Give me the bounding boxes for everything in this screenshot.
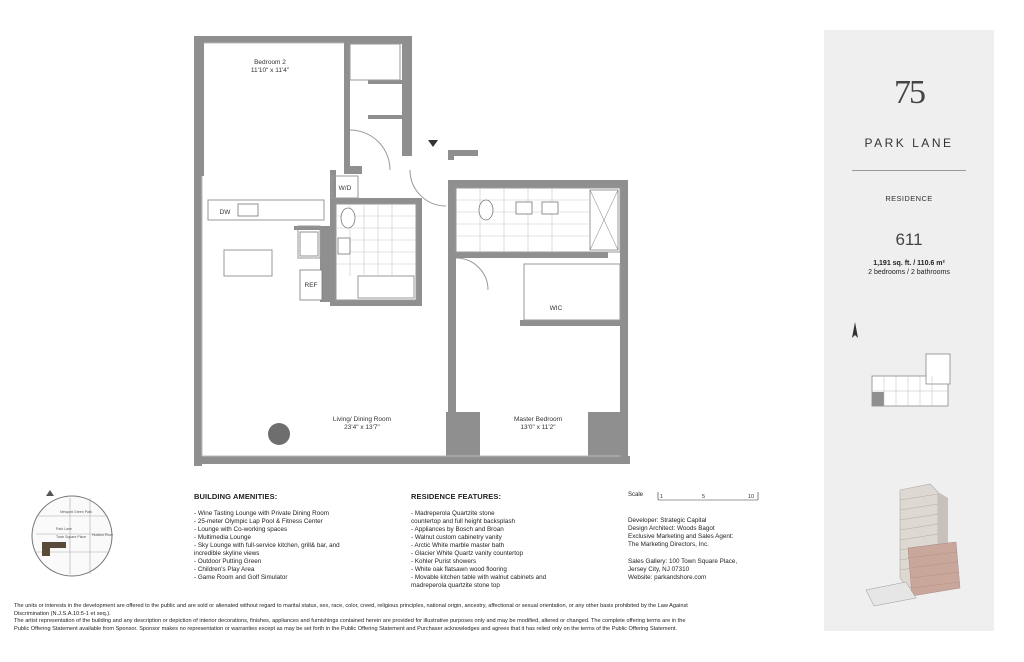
map-label-park: Newport Green Park (60, 510, 92, 514)
developer-line: Developer: Strategic Capital (628, 517, 707, 524)
floor-plan (190, 30, 640, 470)
disclaimer-line: The units or interests in the development are offered to the public and are sold or alienated without regard to marital status, sex, race, color, creed, religious principles, national origin, ancestry, affectional or sexual orientation, or any other basis prohibited by the Law Against (14, 603, 688, 609)
list-item: - Glacier White Quartz vanity countertop (411, 550, 523, 557)
scale-tick-10: 10 (748, 494, 755, 500)
living-room-dims: 23'4" x 13'7" (344, 424, 380, 431)
disclaimer-line: The artist representation of the building and any description or depiction of interior decorations, finishes, appliances and furnishings contained herein are provided for illustrative purposes only and may be modified, altered or changed. The complete offering terms are in the (14, 618, 686, 625)
list-item: - Sky Lounge with full-service kitchen, grill& bar, and (194, 542, 340, 549)
list-item: - Walnut custom cabinetry vanity (411, 534, 502, 541)
refrigerator-label: REF (304, 282, 318, 289)
locator-map (30, 486, 114, 584)
building-rendering (860, 478, 980, 618)
list-item: - Arctic White marble master bath (411, 542, 505, 549)
list-item: - 25-meter Olympic Lap Pool & Fitness Center (194, 518, 323, 525)
entry-arrow-icon (428, 140, 438, 147)
bedroom2-dims: 11'10" x 11'4" (250, 67, 290, 74)
list-item: - Wine Tasting Lounge with Private Dining Room (194, 510, 329, 517)
section-label: RESIDENCE (885, 194, 933, 203)
disclaimer-line: Discrimination (N.J.S.A.10:5-1 et seq.). (14, 610, 111, 617)
north-arrow-icon (46, 490, 54, 496)
living-room-name: Living/ Dining Room (332, 416, 392, 423)
scale-bar (654, 490, 764, 502)
legal-disclaimer (14, 603, 1004, 633)
sidebar-panel (824, 30, 994, 631)
list-item: - Madreperola Quartzite stone (411, 510, 495, 517)
features-section (411, 492, 591, 590)
washer-dryer-label: W/D (338, 185, 352, 192)
key-plan (868, 350, 978, 410)
list-item: - Outdoor Putting Green (194, 558, 262, 565)
brand-name: PARK LANE (864, 136, 954, 150)
list-item: - Children's Play Area (194, 566, 255, 573)
list-item: - Appliances by Bosch and Broan (411, 526, 504, 533)
list-item: - Lounge with Co-working spaces (194, 526, 288, 533)
list-item: - White oak flatsawn wood flooring (411, 566, 507, 573)
map-label-river: Hudson River (92, 533, 114, 537)
logo-numeral: 75 (894, 74, 924, 111)
list-item: - Multimedia Lounge (194, 534, 252, 541)
agent-line: Exclusive Marketing and Sales Agent: (628, 533, 734, 540)
amenities-title: BUILDING AMENITIES: (194, 492, 278, 501)
amenities-section (194, 492, 394, 582)
master-bedroom-dims: 13'0" x 11'2" (520, 424, 556, 431)
gallery-line: Sales Gallery: 100 Town Square Place, (628, 558, 738, 565)
bedroom2-name: Bedroom 2 (254, 59, 286, 66)
scale-label: Scale (628, 492, 644, 498)
list-item: countertop and full height backsplash (411, 518, 515, 525)
unit-rooms: 2 bedrooms / 2 bathrooms (868, 269, 950, 276)
divider (852, 170, 966, 171)
scale-tick-1: 1 (660, 494, 664, 500)
unit-area: 1,191 sq. ft. / 110.6 m² (873, 260, 945, 267)
unit-number: 611 (895, 230, 923, 249)
scale-tick-5: 5 (702, 494, 706, 500)
architect-line: Design Architect: Woods Bagot (628, 525, 715, 532)
dining-table (268, 423, 290, 445)
walk-in-closet-label: WIC (549, 305, 563, 312)
gallery-city-line: Jersey City, NJ 07310 (628, 566, 690, 573)
shower-diagonal (590, 190, 618, 250)
website-line: Website: parkandshore.com (628, 574, 707, 581)
list-item: - Movable kitchen table with walnut cabinets and (411, 574, 547, 581)
disclaimer-line: Public Offering Statement available from Sponsor. Sponsor makes no representation or warranties except as may be set forth in the Public Offering Statement and Purchaser acknowledges and agrees that it has relied only on the terms of the Public Offering Statement. (14, 625, 677, 632)
compass-icon (848, 320, 862, 340)
list-item: - Game Room and Golf Simulator (194, 574, 288, 581)
list-item: incredible skyline views (194, 550, 260, 557)
features-list (411, 510, 591, 590)
map-label-park-lane: Park Lane (56, 527, 72, 531)
list-item: madreperola quartzite stone top (411, 582, 500, 589)
list-item: - Kohler Purist showers (411, 558, 477, 565)
master-bedroom-name: Master Bedroom (513, 416, 563, 423)
map-label-town-square: Town Square Place (56, 535, 87, 539)
dishwasher-label: DW (219, 209, 231, 216)
developer-info (628, 517, 778, 582)
amenities-list (194, 510, 394, 582)
agent-name-line: The Marketing Directors, Inc. (628, 541, 709, 548)
features-title: RESIDENCE FEATURES: (411, 492, 502, 501)
